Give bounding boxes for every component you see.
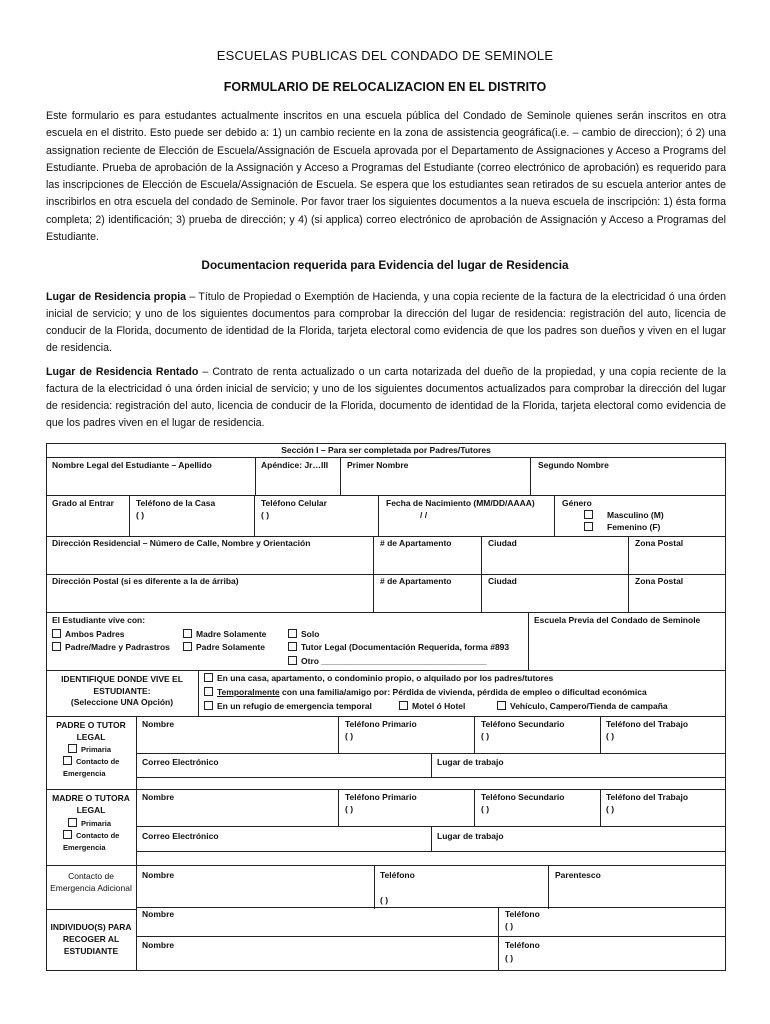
lives-alone-option[interactable]: Solo xyxy=(288,629,319,640)
mailing-city-label: Ciudad xyxy=(488,576,517,586)
checkbox-icon xyxy=(399,701,408,710)
gender-female-option[interactable]: Femenino (F) xyxy=(584,522,660,533)
father-work-phone-label: Teléfono del Trabajo xyxy=(606,719,689,729)
mother-work-phone-label: Teléfono del Trabajo xyxy=(606,792,689,802)
district-title: ESCUELAS PUBLICAS DEL CONDADO DE SEMINOLE xyxy=(216,48,554,63)
mailing-zip-label: Zona Postal xyxy=(635,576,684,586)
mother-guardian-title: MADRE O TUTORA LEGAL xyxy=(52,793,130,815)
dob-slashes: / / xyxy=(420,510,428,520)
gender-male-option[interactable]: Masculino (M) xyxy=(584,510,664,521)
residential-address-label: Dirección Residencial – Número de Calle, Nombre y Orientación xyxy=(52,538,311,548)
previous-school-label: Escuela Previa del Condado de Seminole xyxy=(534,615,701,625)
mother-name-label: Nombre xyxy=(142,792,175,802)
live-temporary-option[interactable]: Temporalmente con una familia/amigo por: Pérdida de vivienda, pérdida de empleo o dificultad económica xyxy=(204,687,647,698)
checkbox-icon xyxy=(68,744,77,753)
select-one-note: (Seleccione UNA Opción) xyxy=(70,697,174,707)
cell-phone-label: Teléfono Celular xyxy=(261,498,327,508)
checkbox-icon xyxy=(204,701,213,710)
mother-work-phone-parens: ( ) xyxy=(606,804,615,814)
dob-label: Fecha de Nacimiento (MM/DD/AAAA) xyxy=(386,498,535,508)
extra-contact-title: Contacto de Emergencia Adicional xyxy=(50,871,132,893)
identify-living-label: IDENTIFIQUE DONDE VIVE EL ESTUDIANTE: xyxy=(61,674,183,696)
grade-label: Grado al Entrar xyxy=(52,498,114,508)
intro-paragraph: Este formulario es para estudantes actualmente inscritos en una escuela pública del Condado de Seminole quienes serán inscritos en otra escuela en el distrito. Esto puede ser debido a: 1) un cambio reciente en la zona de assistencia geográfica(i.e. – cambio de direccion); ó 2) una assignation reciente de Elección de Escuela/Assignación de Escuela aprovada por el Departamento de Assignaciones y Acceso a Programs del Estudiante. Prueba de aprobación de la Assignación y Acceso a Programas del Estudiante (correo electrónico de aprobación) es requerido para las inscripciones de Elección de Escuela/Assignación de Escuela. Se espera que los estudiantes sean retirados de su escuela anterior antes de inscribirlos en otra escuela del condado de Seminole. Por favor traer los siguientes documentos a la nueva escuela de inscripción: 1) ésta forma completa; 2) identificación; 3) prueba de dirección; y 4) (si applica) correo electrónico de aprobación de Assignación y Acceso a Programas del Estudiante. xyxy=(46,110,726,244)
checkbox-icon xyxy=(204,687,213,696)
home-phone-label: Teléfono de la Casa xyxy=(136,498,216,508)
rented-residence-text: – Contrato de renta actualizado o un carta notarizada del dueño de la propiedad, y una copia reciente de la factura de la electricidad ó una órden inicial de servicio; y uno de los siguientes documentos actualizados para comprobar la dirección del lugar de residencia: registración del auto, licencia de conducir de la Florida, documento de identidad de la Florida, tarjeta electoral como evidencia de que los padres viven en el lugar de residencia. xyxy=(46,366,726,429)
checkbox-icon xyxy=(52,629,61,638)
mother-primary-phone-label: Teléfono Primario xyxy=(345,792,417,802)
mother-primary-option[interactable]: Primaria xyxy=(68,818,111,829)
checkbox-icon xyxy=(288,642,297,651)
live-shelter-option[interactable]: En un refugio de emergencia temporal xyxy=(204,701,372,712)
first-name-label: Primer Nombre xyxy=(347,460,409,470)
checkbox-icon xyxy=(183,629,192,638)
extra-contact-phone-parens: ( ) xyxy=(380,895,389,905)
checkbox-icon xyxy=(584,510,593,519)
gender-label: Género xyxy=(562,498,592,508)
pickup-phone-parens-1: ( ) xyxy=(505,921,514,931)
home-phone-parens: ( ) xyxy=(136,510,145,520)
father-guardian-title: PADRE O TUTOR LEGAL xyxy=(56,720,126,742)
section-one-form xyxy=(46,443,726,971)
father-secondary-phone-label: Teléfono Secundario xyxy=(481,719,565,729)
live-house-option[interactable]: En una casa, apartamento, o condominio propio, o alquilado por los padres/tutores xyxy=(204,673,553,684)
student-last-name-label: Nombre Legal del Estudiante – Apellido xyxy=(52,460,212,470)
zip-label: Zona Postal xyxy=(635,538,684,548)
suffix-label: Apéndice: Jr…III xyxy=(261,460,329,470)
father-primary-option[interactable]: Primaria xyxy=(68,744,111,755)
section-title: Sección I – Para ser completada por Padres/Tutores xyxy=(281,445,491,455)
rented-residence-label: Lugar de Residencia Rentado xyxy=(46,366,199,378)
checkbox-icon xyxy=(52,642,61,651)
pickup-title: INDIVIDUO(S) PARA RECOGER AL ESTUDIANTE xyxy=(50,922,132,956)
live-motel-option[interactable]: Motel ó Hotel xyxy=(399,701,465,712)
lives-other-option[interactable]: Otro ___________________________________ xyxy=(288,656,487,667)
lives-both-parents-option[interactable]: Ambos Padres xyxy=(52,629,125,640)
apartment-label: # de Apartamento xyxy=(380,538,452,548)
owned-residence-text: – Título de Propiedad o Exemptión de Hacienda, y una copia reciente de la factura de la electricidad ó una órden inicial de servicio; y uno de los siguientes documentos para comprobar la dirección del lugar de residencia: registración del auto, licencia de conducir de la Florida, documento de identidad de la Florida, tarjeta electoral como evidencia de que los padres son dueños y viven en el lugar de residencia. xyxy=(46,291,726,354)
form-title: FORMULARIO DE RELOCALIZACION EN EL DISTRITO xyxy=(223,80,547,94)
lives-guardian-option[interactable]: Tutor Legal (Documentación Requerida, forma #893 xyxy=(288,642,509,653)
father-name-label: Nombre xyxy=(142,719,175,729)
father-primary-phone-label: Teléfono Primario xyxy=(345,719,417,729)
lives-with-label: El Estudiante vive con: xyxy=(52,615,146,625)
pickup-phone-parens-2: ( ) xyxy=(505,953,514,963)
checkbox-icon xyxy=(183,642,192,651)
checkbox-icon xyxy=(584,522,593,531)
father-secondary-phone-parens: ( ) xyxy=(481,731,490,741)
pickup-name-label-2: Nombre xyxy=(142,940,175,950)
second-name-label: Segundo Nombre xyxy=(538,460,609,470)
extra-contact-name-label: Nombre xyxy=(142,870,175,880)
father-work-phone-parens: ( ) xyxy=(606,731,615,741)
checkbox-icon xyxy=(204,673,213,682)
pickup-name-label-1: Nombre xyxy=(142,909,175,919)
lives-mother-only-option[interactable]: Madre Solamente xyxy=(183,629,266,640)
father-primary-phone-parens: ( ) xyxy=(345,731,354,741)
cell-phone-parens: ( ) xyxy=(261,510,270,520)
mother-primary-phone-parens: ( ) xyxy=(345,804,354,814)
lives-father-only-option[interactable]: Padre Solamente xyxy=(183,642,265,653)
checkbox-icon xyxy=(288,629,297,638)
extra-contact-phone-label: Teléfono xyxy=(380,870,415,880)
checkbox-icon xyxy=(68,818,77,827)
checkbox-icon xyxy=(497,701,506,710)
mother-emergency-option[interactable]: Contacto de Emergencia xyxy=(63,831,120,852)
mother-secondary-phone-parens: ( ) xyxy=(481,804,490,814)
father-emergency-option[interactable]: Contacto de Emergencia xyxy=(63,757,120,778)
lives-stepparent-option[interactable]: Padre/Madre y Padrastros xyxy=(52,642,170,653)
pickup-phone-label-2: Teléfono xyxy=(505,940,540,950)
owned-residence-paragraph xyxy=(46,289,726,357)
checkbox-icon xyxy=(63,756,72,765)
father-email-label: Correo Electrónico xyxy=(142,757,219,767)
city-label: Ciudad xyxy=(488,538,517,548)
checkbox-icon xyxy=(288,656,297,665)
pickup-phone-label-1: Teléfono xyxy=(505,909,540,919)
father-workplace-label: Lugar de trabajo xyxy=(437,757,504,767)
mother-email-label: Correo Electrónico xyxy=(142,831,219,841)
rented-residence-paragraph xyxy=(46,364,726,432)
mother-workplace-label: Lugar de trabajo xyxy=(437,831,504,841)
mailing-apartment-label: # de Apartamento xyxy=(380,576,452,586)
documentation-heading: Documentacion requerida para Evidencia del lugar de Residencia xyxy=(201,258,569,272)
mother-secondary-phone-label: Teléfono Secundario xyxy=(481,792,565,802)
relationship-label: Parentesco xyxy=(555,870,601,880)
owned-residence-label: Lugar de Residencia propia xyxy=(46,291,187,303)
live-vehicle-option[interactable]: Vehículo, Campero/Tienda de campaña xyxy=(497,701,668,712)
checkbox-icon xyxy=(63,830,72,839)
mailing-address-label: Dirección Postal (si es diferente a la de árriba) xyxy=(52,576,239,586)
